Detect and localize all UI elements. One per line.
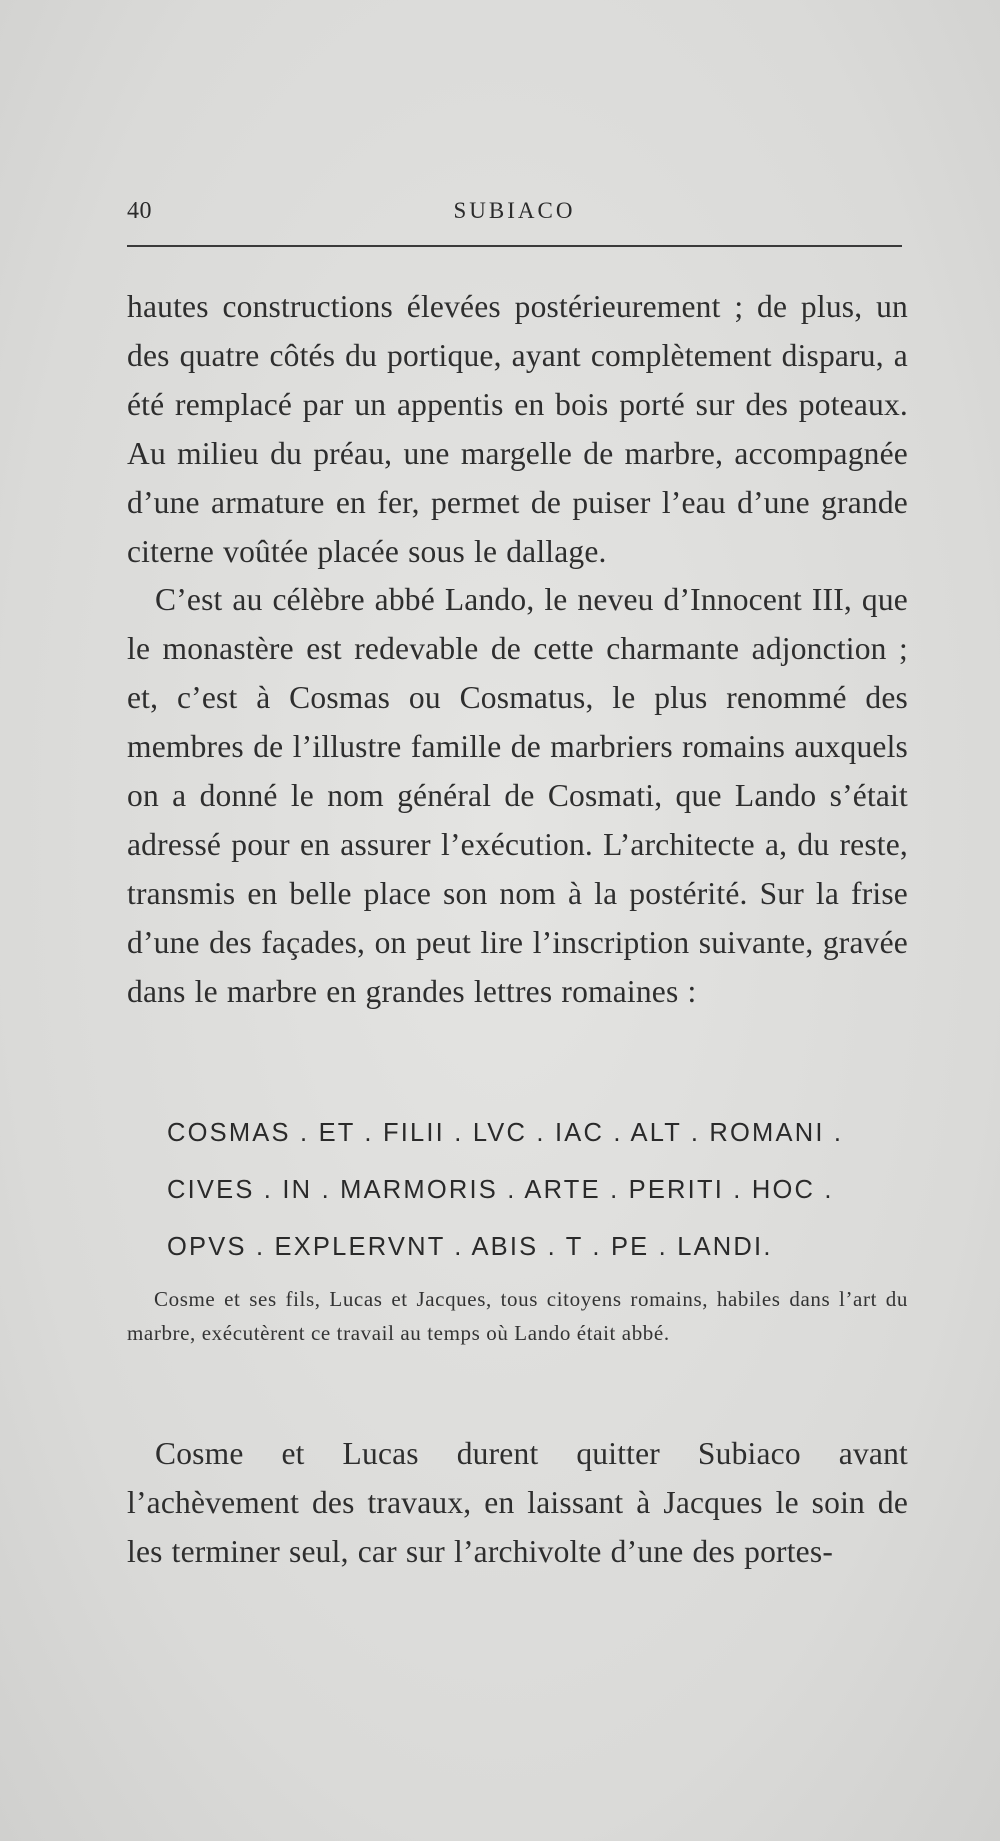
- inscription-line: CIVES . IN . MARMORIS . ARTE . PERITI . HOC .: [167, 1176, 834, 1204]
- running-title: SUBIACO: [453, 198, 576, 223]
- continuation-text: [127, 1430, 908, 1577]
- latin-inscription: [167, 1105, 912, 1276]
- inscription-translation: Cosme et ses fils, Lucas et Jacques, tous citoyens romains, habiles dans l’art du marbre, exécutèrent ce travail au temps où Lando était abbé.: [127, 1287, 908, 1345]
- inscription-line: OPVS . EXPLERVNT . ABIS . T . PE . LANDI.: [167, 1233, 773, 1261]
- inscription-line: COSMAS . ET . FILII . LVC . IAC . ALT . ROMANI .: [167, 1119, 844, 1147]
- running-head: [127, 198, 902, 232]
- page-number: 40: [127, 198, 152, 224]
- body-text: [127, 283, 908, 1017]
- header-rule: [127, 245, 902, 247]
- paragraph-lando: C’est au célèbre abbé Lando, le neveu d’Innocent III, que le monastère est redevable de cette charmante adjonction ; et, c’est à Cosmas ou Cosmatus, le plus renommé des membres de l’illustre famille de marbriers romains auxquels on a donné le nom général de Cosmati, que Lando s’était adressé pour en assurer l’exécution. L’architecte a, du reste, transmis en belle place son nom à la postérité. Sur la frise d’une des façades, on peut lire l’inscription suivante, gravée dans le marbre en grandes lettres romaines :: [127, 582, 908, 1009]
- paragraph-continuation: Cosme et Lucas durent quitter Subiaco avant l’achèvement des travaux, en laissant à Jacques le soin de les terminer seul, car sur l’archivolte d’une des portes-: [127, 1436, 908, 1569]
- paragraph-cloister: hautes constructions élevées postérieurement ; de plus, un des quatre côtés du portique, ayant complètement disparu, a été remplacé par un appentis en bois porté sur des poteaux. Au milieu du préau, une margelle de marbre, accompagnée d’une armature en fer, permet de puiser l’eau d’une grande citerne voûtée placée sous le dallage.: [127, 289, 908, 569]
